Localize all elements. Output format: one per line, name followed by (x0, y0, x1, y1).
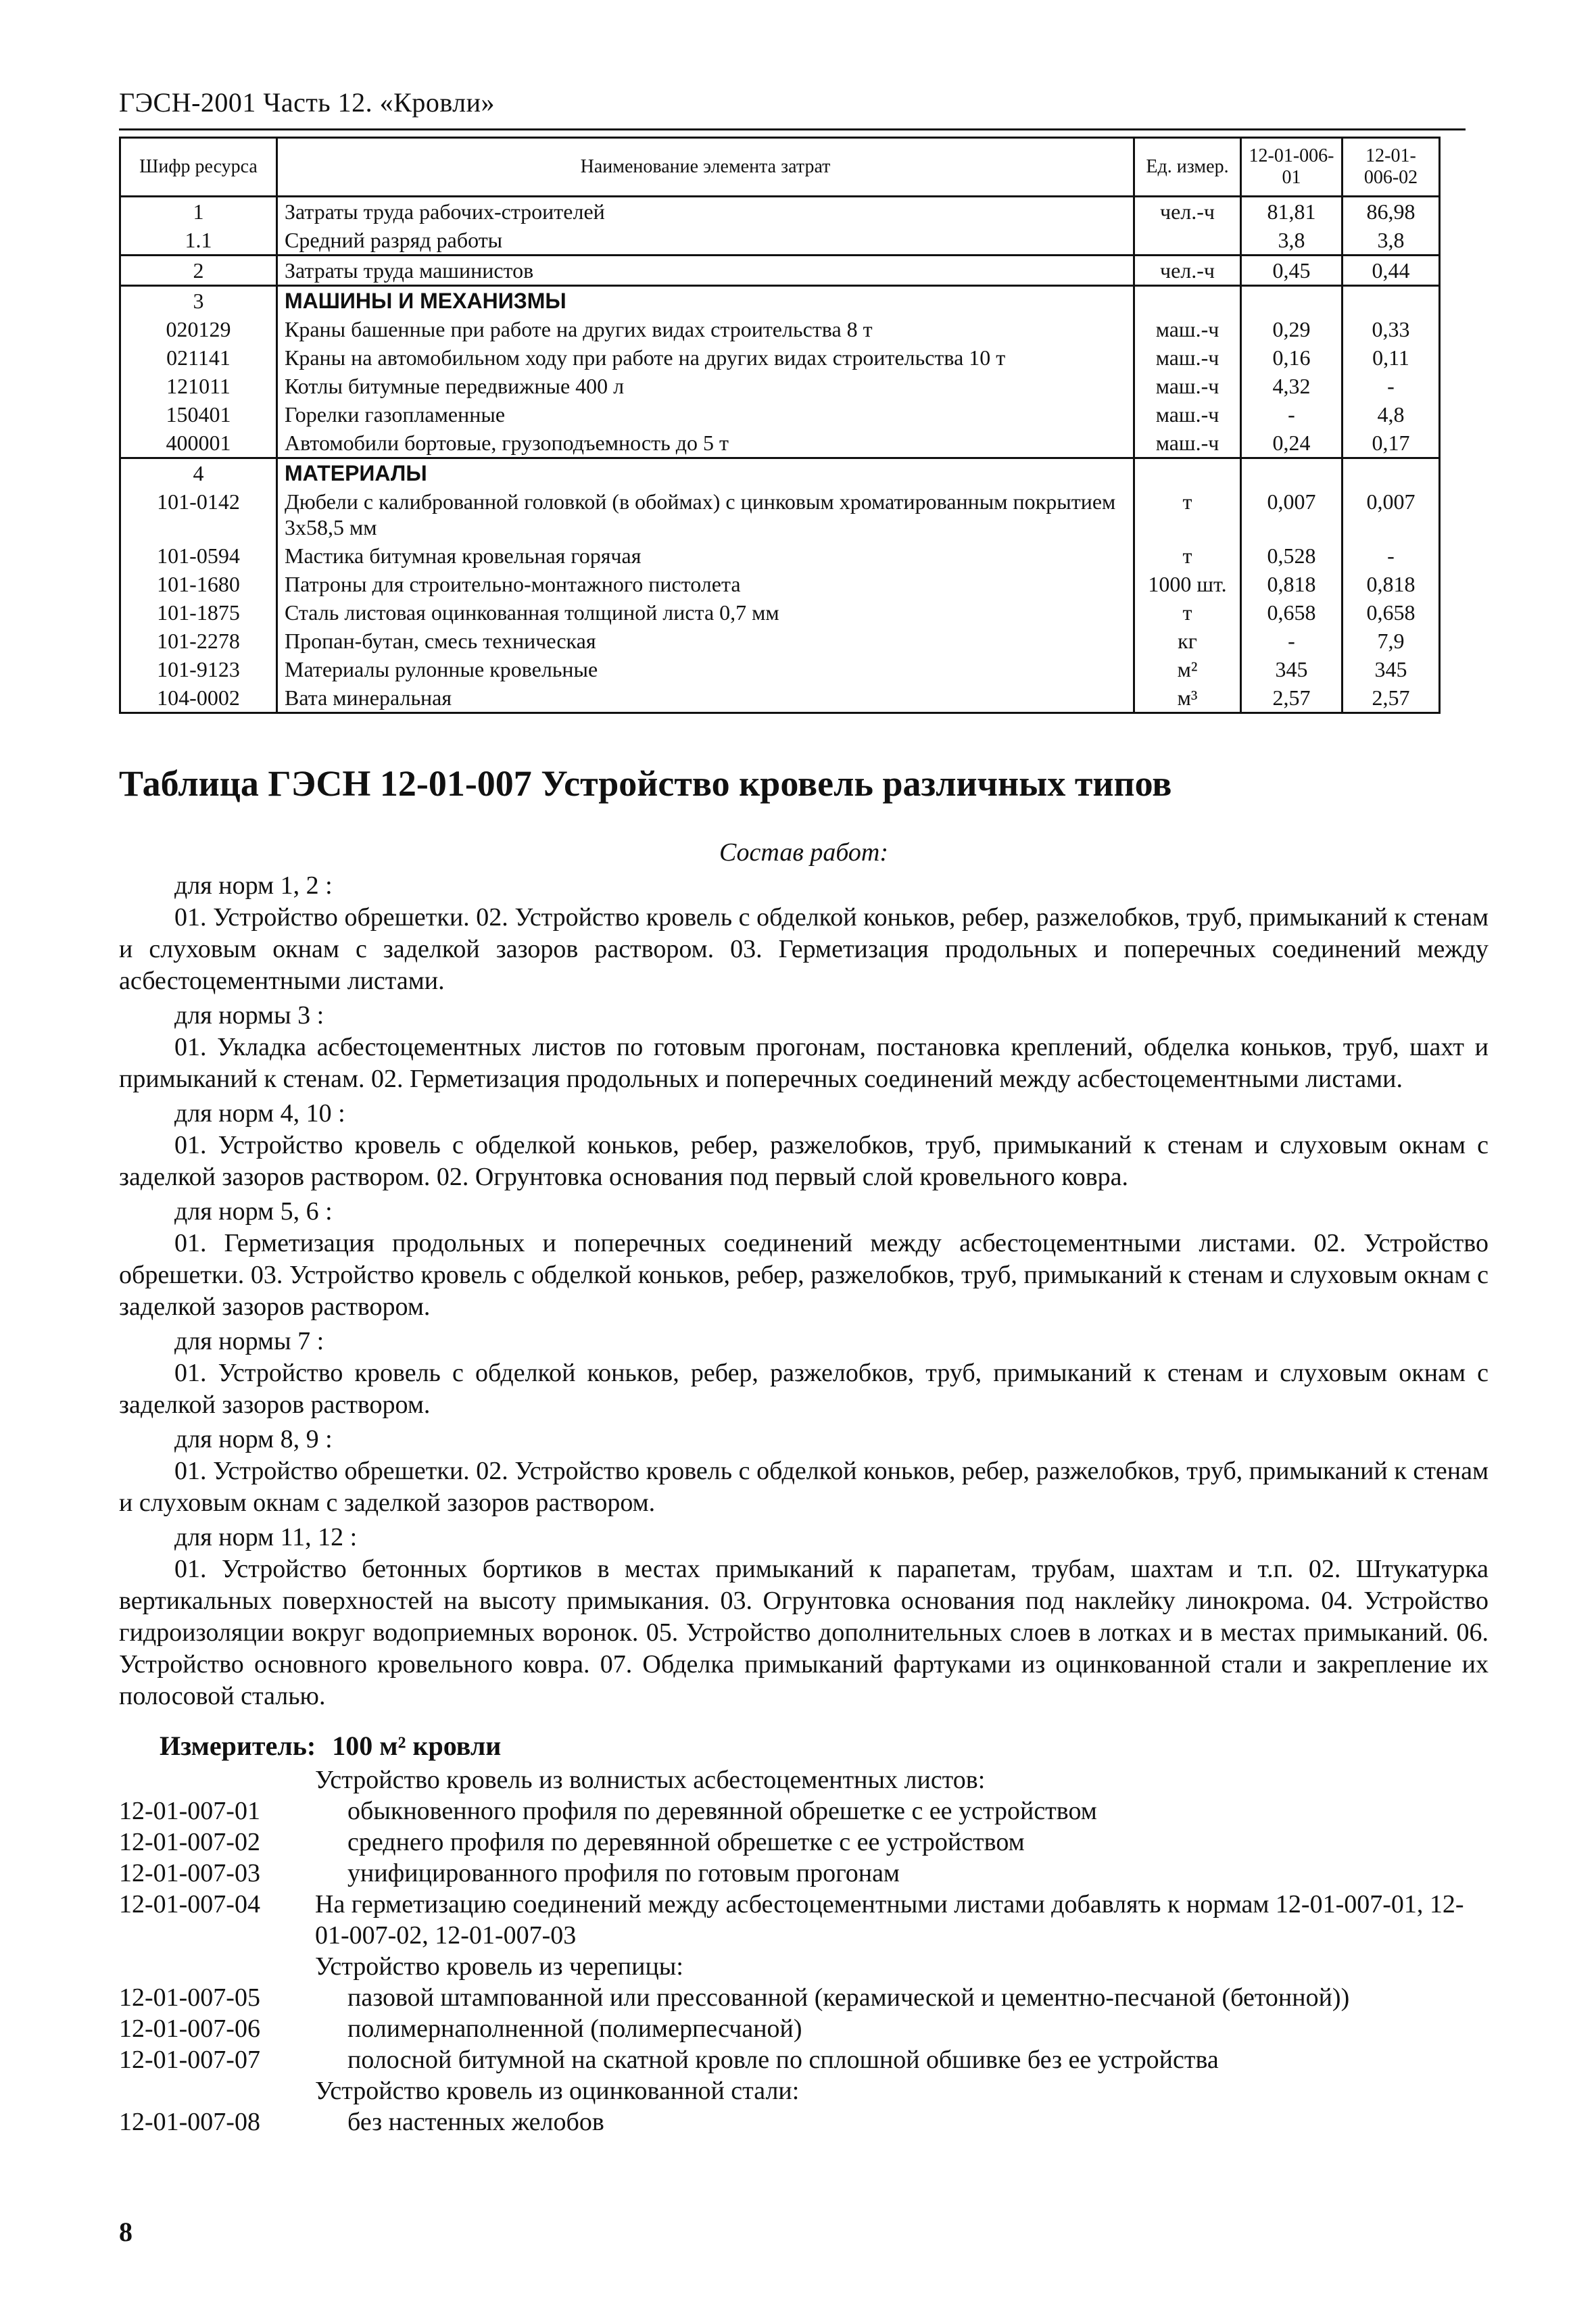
column-header: Ед. измер. (1134, 138, 1241, 197)
column-header: Шифр ресурса (120, 138, 277, 197)
norm-code: 12-01-007-05 (119, 1983, 260, 2012)
table-row (120, 343, 1440, 372)
section-heading: МАТЕРИАЛЫ (277, 458, 1134, 488)
table-row (120, 256, 1440, 286)
norm-code-row (119, 2044, 1489, 2075)
value-cell: - (1343, 541, 1440, 570)
value-cell: 2,57 (1343, 683, 1440, 713)
unit-cell: т (1134, 487, 1241, 541)
resource-name: Материалы рулонные кровельные (277, 655, 1134, 683)
unit-cell (1134, 458, 1241, 488)
column-header: 12-01-006-01 (1241, 138, 1343, 197)
value-cell: 7,9 (1343, 627, 1440, 655)
norm-description: Устройство кровель из оцинкованной стали: (315, 2077, 800, 2105)
resource-name: Сталь листовая оцинкованная толщиной листа 0,7 мм (277, 598, 1134, 627)
norm-code-row (119, 1982, 1489, 2013)
unit-cell: кг (1134, 627, 1241, 655)
table-row (120, 226, 1440, 256)
norm-description: среднего профиля по деревянной обрешетке с ее устройством (347, 1828, 1025, 1856)
resource-name: Краны на автомобильном ходу при работе на других видах строительства 10 т (277, 343, 1134, 372)
resource-table (119, 137, 1441, 714)
composition-norm-label: для норм 11, 12 : (174, 1523, 358, 1551)
section-heading: МАШИНЫ И МЕХАНИЗМЫ (277, 286, 1134, 316)
norm-code-row (119, 2013, 1489, 2044)
resource-code: 121011 (120, 372, 277, 400)
unit-cell: м² (1134, 655, 1241, 683)
measurer-label: Измеритель: (160, 1731, 316, 1761)
norm-code (119, 1764, 315, 1795)
value-cell: 0,818 (1343, 570, 1440, 598)
value-cell: 0,007 (1241, 487, 1343, 541)
composition-norm-label: для норм 1, 2 : (174, 871, 333, 900)
table-row (120, 197, 1440, 226)
value-cell: 0,658 (1343, 598, 1440, 627)
value-cell: 0,29 (1241, 315, 1343, 343)
work-composition (119, 837, 1489, 1715)
resource-code: 4 (120, 458, 277, 488)
resource-code: 101-9123 (120, 655, 277, 683)
table-header-row (120, 138, 1440, 197)
norm-description: На герметизацию соединений между асбестоцементными листами добавлять к нормам 12-01-007-01, 12-01-007-02, 12-01-007-03 (315, 1890, 1464, 1950)
resource-code: 101-1875 (120, 598, 277, 627)
resource-name: Средний разряд работы (277, 226, 1134, 256)
value-cell: 81,81 (1241, 197, 1343, 226)
table-row (120, 429, 1440, 458)
value-cell: 0,658 (1241, 598, 1343, 627)
value-cell: 0,16 (1241, 343, 1343, 372)
composition-list (119, 870, 1489, 1712)
value-cell: 4,8 (1343, 400, 1440, 429)
table-row (120, 541, 1440, 570)
norm-description: унифицированного профиля по готовым прогонам (347, 1859, 900, 1887)
value-cell: 0,24 (1241, 429, 1343, 458)
unit-cell: маш.-ч (1134, 372, 1241, 400)
norm-code: 12-01-007-04 (119, 1890, 260, 1919)
composition-norm-label: для норм 5, 6 : (174, 1197, 333, 1226)
value-cell: - (1241, 627, 1343, 655)
composition-text: 01. Герметизация продольных и поперечных соединений между асбестоцементными листами. 02. Устройство обрешетки. 03. Устройство кровель с обделкой коньков, ребер, разжелобков, труб, примыканий к стенам и слуховым окнам с заделкой зазоров раствором. (119, 1229, 1489, 1321)
value-cell (1241, 458, 1343, 488)
table-title: Таблица ГЭСН 12-01-007 Устройство кровель различных типов (119, 763, 1172, 804)
norm-code-row (119, 1889, 1489, 1951)
norm-code: 12-01-007-06 (119, 2015, 260, 2043)
composition-text: 01. Устройство обрешетки. 02. Устройство кровель с обделкой коньков, ребер, разжелобков, труб, примыканий к стенам и слуховым окнам с заделкой зазоров раствором. 03. Герметизация продольных и поперечных соединений между асбестоцементными листами. (119, 903, 1489, 995)
resource-code: 021141 (120, 343, 277, 372)
table-row (120, 372, 1440, 400)
value-cell: 2,57 (1241, 683, 1343, 713)
resource-name: Пропан-бутан, смесь техническая (277, 627, 1134, 655)
header-rule (119, 128, 1466, 130)
value-cell: 345 (1343, 655, 1440, 683)
value-cell (1343, 458, 1440, 488)
resource-name: Вата минеральная (277, 683, 1134, 713)
resource-code: 101-0594 (120, 541, 277, 570)
norm-code-row (119, 2106, 1489, 2138)
composition-text: 01. Укладка асбестоцементных листов по готовым прогонам, постановка креплений, обделка коньков, труб, шахт и примыканий к стенам. 02. Герметизация продольных и поперечных соединений между асбестоцементными листами. (119, 1033, 1489, 1093)
composition-norm-label: для нормы 7 : (174, 1327, 324, 1355)
value-cell: 0,818 (1241, 570, 1343, 598)
value-cell: 0,17 (1343, 429, 1440, 458)
resource-code: 400001 (120, 429, 277, 458)
unit-cell: маш.-ч (1134, 315, 1241, 343)
norm-code: 12-01-007-03 (119, 1859, 260, 1887)
value-cell: 3,8 (1343, 226, 1440, 256)
resource-name: Дюбели с калиброванной головкой (в обоймах) с цинковым хроматированным покрытием 3х58,5 мм (277, 487, 1134, 541)
norm-description: Устройство кровель из черепицы: (315, 1952, 683, 1981)
resource-name: Горелки газопламенные (277, 400, 1134, 429)
unit-cell (1134, 286, 1241, 316)
value-cell: 345 (1241, 655, 1343, 683)
composition-norm-label: для норм 8, 9 : (174, 1425, 333, 1453)
value-cell: 0,33 (1343, 315, 1440, 343)
resource-name: Затраты труда машинистов (277, 256, 1134, 286)
value-cell: 0,528 (1241, 541, 1343, 570)
composition-text: 01. Устройство кровель с обделкой коньков, ребер, разжелобков, труб, примыканий к стенам и слуховым окнам с заделкой зазоров раствором. (119, 1359, 1489, 1419)
resource-table-body (120, 197, 1440, 713)
table-row (120, 627, 1440, 655)
norm-description: полосной битумной на скатной кровле по сплошной обшивке без ее устройства (347, 2046, 1219, 2074)
resource-code: 1.1 (120, 226, 277, 256)
norm-code-row (119, 2075, 1489, 2106)
value-cell (1343, 286, 1440, 316)
value-cell: 0,11 (1343, 343, 1440, 372)
resource-name: Патроны для строительно-монтажного пистолета (277, 570, 1134, 598)
table-row (120, 570, 1440, 598)
norm-code-row (119, 1795, 1489, 1827)
norm-code (119, 1951, 315, 1982)
composition-heading: Состав работ: (719, 838, 889, 867)
norm-description: полимернаполненной (полимерпесчаной) (347, 2015, 802, 2043)
unit-cell: 1000 шт. (1134, 570, 1241, 598)
norm-code-row (119, 1764, 1489, 1795)
unit-cell: чел.-ч (1134, 197, 1241, 226)
norm-code: 12-01-007-08 (119, 2108, 260, 2136)
composition-text: 01. Устройство кровель с обделкой коньков, ребер, разжелобков, труб, примыканий к стенам и слуховым окнам с заделкой зазоров раствором. 02. Огрунтовка основания под первый слой кровельного ковра. (119, 1131, 1489, 1191)
table-row (120, 315, 1440, 343)
resource-code: 020129 (120, 315, 277, 343)
unit-cell (1134, 226, 1241, 256)
table-row (120, 487, 1440, 541)
measurer (160, 1730, 501, 1762)
page-header: ГЭСН-2001 Часть 12. «Кровли» (119, 87, 495, 118)
composition-text: 01. Устройство бетонных бортиков в местах примыканий к парапетам, трубам, шахтам и т.п. 02. Штукатурка вертикальных поверхностей на высоту примыкания. 03. Огрунтовка основания под наклейку линокрома. 04. Устройство гидроизоляции вокруг водоприемных воронок. 05. Устройство дополнительных слоев в лотках и в местах примыканий. 06. Устройство основного кровельного ковра. 07. Обделка примыканий фартуками из оцинкованной стали и закрепление их полосовой сталью. (119, 1555, 1489, 1710)
norm-code-row (119, 1858, 1489, 1889)
resource-name: Затраты труда рабочих-строителей (277, 197, 1134, 226)
unit-cell: маш.-ч (1134, 343, 1241, 372)
composition-norm-label: для норм 4, 10 : (174, 1099, 345, 1128)
norm-code: 12-01-007-07 (119, 2046, 260, 2074)
unit-cell: т (1134, 541, 1241, 570)
composition-text: 01. Устройство обрешетки. 02. Устройство кровель с обделкой коньков, ребер, разжелобков, труб, примыканий к стенам и слуховым окнам с заделкой зазоров раствором. (119, 1457, 1489, 1517)
resource-code: 101-1680 (120, 570, 277, 598)
table-row (120, 683, 1440, 713)
table-row (120, 598, 1440, 627)
value-cell: 0,45 (1241, 256, 1343, 286)
unit-cell: т (1134, 598, 1241, 627)
value-cell: 3,8 (1241, 226, 1343, 256)
composition-norm-label: для нормы 3 : (174, 1001, 324, 1030)
norm-code-row (119, 1827, 1489, 1858)
value-cell: - (1343, 372, 1440, 400)
measurer-value: 100 м² кровли (332, 1731, 502, 1761)
resource-name: Автомобили бортовые, грузоподъемность до 5 т (277, 429, 1134, 458)
norm-codes-list (119, 1764, 1489, 2138)
resource-name: Котлы битумные передвижные 400 л (277, 372, 1134, 400)
value-cell: 0,007 (1343, 487, 1440, 541)
resource-code: 101-2278 (120, 627, 277, 655)
resource-code: 104-0002 (120, 683, 277, 713)
norm-description: Устройство кровель из волнистых асбестоцементных листов: (315, 1766, 986, 1794)
page-number: 8 (119, 2217, 132, 2247)
table-row (120, 286, 1440, 316)
column-header: Наименование элемента затрат (277, 138, 1134, 197)
value-cell (1241, 286, 1343, 316)
unit-cell: маш.-ч (1134, 400, 1241, 429)
unit-cell: чел.-ч (1134, 256, 1241, 286)
unit-cell: маш.-ч (1134, 429, 1241, 458)
resource-code: 101-0142 (120, 487, 277, 541)
resource-code: 150401 (120, 400, 277, 429)
norm-code-row (119, 1951, 1489, 1982)
column-header: 12-01-006-02 (1343, 138, 1440, 197)
resource-name: Мастика битумная кровельная горячая (277, 541, 1134, 570)
norm-description: обыкновенного профиля по деревянной обрешетке с ее устройством (347, 1797, 1097, 1825)
norm-code: 12-01-007-01 (119, 1797, 260, 1825)
norm-code: 12-01-007-02 (119, 1828, 260, 1856)
norm-description: без настенных желобов (347, 2108, 604, 2136)
resource-name: Краны башенные при работе на других видах строительства 8 т (277, 315, 1134, 343)
value-cell: 0,44 (1343, 256, 1440, 286)
table-row (120, 458, 1440, 488)
unit-cell: м³ (1134, 683, 1241, 713)
resource-code: 3 (120, 286, 277, 316)
table-row (120, 400, 1440, 429)
resource-code: 2 (120, 256, 277, 286)
table-row (120, 655, 1440, 683)
value-cell: 4,32 (1241, 372, 1343, 400)
value-cell: - (1241, 400, 1343, 429)
resource-code: 1 (120, 197, 277, 226)
norm-description: пазовой штампованной или прессованной (керамической и цементно-песчаной (бетонной)) (347, 1983, 1350, 2012)
value-cell: 86,98 (1343, 197, 1440, 226)
norm-code (119, 2075, 315, 2106)
